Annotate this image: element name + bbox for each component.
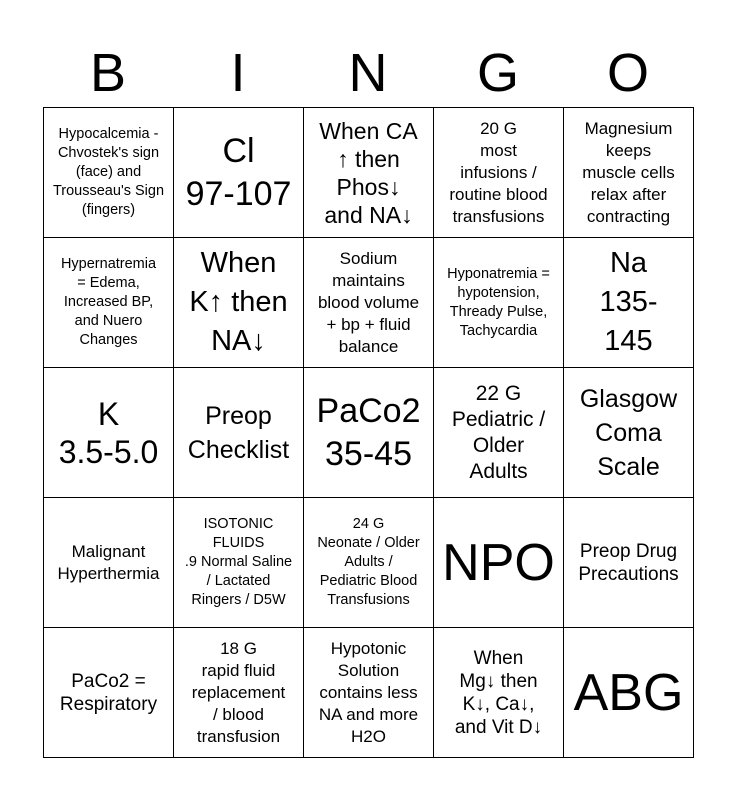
bingo-cell[interactable]: Magnesium keeps muscle cells relax after contracting xyxy=(564,108,694,238)
bingo-cell[interactable]: 18 G rapid fluid replacement / blood transfusion xyxy=(174,628,304,758)
bingo-header xyxy=(43,40,693,106)
bingo-cell[interactable]: When CA ↑ then Phos↓ and NA↓ xyxy=(304,108,434,238)
bingo-cell[interactable]: K 3.5-5.0 xyxy=(44,368,174,498)
bingo-cell[interactable]: Cl 97-107 xyxy=(174,108,304,238)
bingo-cell[interactable]: Preop Drug Precautions xyxy=(564,498,694,628)
header-letter-o: O xyxy=(606,43,649,103)
bingo-cell[interactable]: When Mg↓ then K↓, Ca↓, and Vit D↓ xyxy=(434,628,564,758)
bingo-cell[interactable]: Preop Checklist xyxy=(174,368,304,498)
bingo-cell[interactable]: Hypocalcemia - Chvostek's sign (face) and Trousseau's Sign (fingers) xyxy=(44,108,174,238)
bingo-cell[interactable]: 24 G Neonate / Older Adults / Pediatric Blood Transfusions xyxy=(304,498,434,628)
bingo-cell[interactable]: When K↑ then NA↓ xyxy=(174,238,304,368)
bingo-cell[interactable]: NPO xyxy=(434,498,564,628)
bingo-cell[interactable]: 20 G most infusions / routine blood transfusions xyxy=(434,108,564,238)
bingo-cell[interactable]: Na 135- 145 xyxy=(564,238,694,368)
bingo-cell[interactable]: ABG xyxy=(564,628,694,758)
bingo-cell[interactable]: ISOTONIC FLUIDS .9 Normal Saline / Lactated Ringers / D5W xyxy=(174,498,304,628)
bingo-cell[interactable]: PaCo2 35-45 xyxy=(304,368,434,498)
bingo-cell[interactable]: Hypotonic Solution contains less NA and more H2O xyxy=(304,628,434,758)
bingo-cell[interactable]: Hyponatremia = hypotension, Thready Pulse, Tachycardia xyxy=(434,238,564,368)
bingo-cell[interactable]: Sodium maintains blood volume + bp + fluid balance xyxy=(304,238,434,368)
header-letter-g: G xyxy=(476,43,519,103)
header-letter-n: N xyxy=(348,43,388,103)
bingo-cell[interactable]: Glasgow Coma Scale xyxy=(564,368,694,498)
bingo-cell[interactable]: 22 G Pediatric / Older Adults xyxy=(434,368,564,498)
bingo-cell[interactable]: Malignant Hyperthermia xyxy=(44,498,174,628)
header-letter-b: B xyxy=(89,43,127,103)
bingo-cell[interactable]: PaCo2 = Respiratory xyxy=(44,628,174,758)
header-letter-i: I xyxy=(230,43,246,103)
bingo-cell[interactable]: Hypernatremia = Edema, Increased BP, and Nuero Changes xyxy=(44,238,174,368)
bingo-board xyxy=(43,107,694,758)
